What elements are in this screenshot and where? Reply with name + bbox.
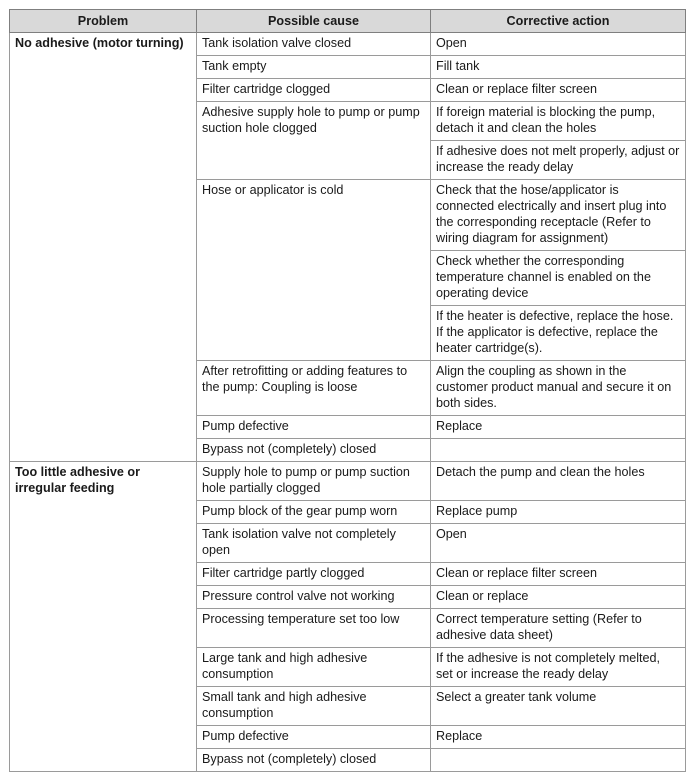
action-cell: If the adhesive is not completely melted, set or increase the ready delay — [431, 648, 686, 687]
cause-cell: Filter cartridge partly clogged — [197, 563, 431, 586]
action-cell: Correct temperature setting (Refer to adhesive data sheet) — [431, 609, 686, 648]
cause-cell: Bypass not (completely) closed — [197, 439, 431, 462]
action-cell: Detach the pump and clean the holes — [431, 462, 686, 501]
cause-cell: Tank isolation valve not completely open — [197, 524, 431, 563]
header-problem: Problem — [10, 10, 197, 33]
header-possible-cause: Possible cause — [197, 10, 431, 33]
cause-cell: Hose or applicator is cold — [197, 180, 431, 361]
cause-cell: Supply hole to pump or pump suction hole partially clogged — [197, 462, 431, 501]
cause-cell: Tank isolation valve closed — [197, 33, 431, 56]
cause-cell: Pump defective — [197, 726, 431, 749]
action-cell: Clean or replace filter screen — [431, 79, 686, 102]
action-cell: Check whether the corresponding temperature channel is enabled on the operating device — [431, 251, 686, 306]
cause-cell: Adhesive supply hole to pump or pump suction hole clogged — [197, 102, 431, 180]
cause-cell: Pump defective — [197, 416, 431, 439]
action-cell: Clean or replace — [431, 586, 686, 609]
action-cell: Replace — [431, 726, 686, 749]
cause-cell: Filter cartridge clogged — [197, 79, 431, 102]
action-cell: Open — [431, 33, 686, 56]
table-body — [10, 33, 686, 772]
action-cell: Check that the hose/applicator is connected electrically and insert plug into the corresponding receptacle (Refer to wiring diagram for assignment) — [431, 180, 686, 251]
table-row — [10, 462, 686, 501]
cause-cell: After retrofitting or adding features to the pump: Coupling is loose — [197, 361, 431, 416]
cause-cell: Tank empty — [197, 56, 431, 79]
action-cell — [431, 439, 686, 462]
action-cell: If adhesive does not melt properly, adjust or increase the ready delay — [431, 141, 686, 180]
table-row — [10, 33, 686, 56]
cause-cell: Small tank and high adhesive consumption — [197, 687, 431, 726]
action-cell: Select a greater tank volume — [431, 687, 686, 726]
cause-cell: Pump block of the gear pump worn — [197, 501, 431, 524]
problem-cell: No adhesive (motor turning) — [10, 33, 197, 462]
header-row — [10, 10, 686, 33]
cause-cell: Processing temperature set too low — [197, 609, 431, 648]
action-cell: Align the coupling as shown in the customer product manual and secure it on both sides. — [431, 361, 686, 416]
action-cell: If the heater is defective, replace the hose. If the applicator is defective, replace the heater cartridge(s). — [431, 306, 686, 361]
action-cell: Replace pump — [431, 501, 686, 524]
cause-cell: Pressure control valve not working — [197, 586, 431, 609]
action-cell: If foreign material is blocking the pump, detach it and clean the holes — [431, 102, 686, 141]
cause-cell: Bypass not (completely) closed — [197, 749, 431, 772]
action-cell: Open — [431, 524, 686, 563]
action-cell: Replace — [431, 416, 686, 439]
action-cell: Clean or replace filter screen — [431, 563, 686, 586]
header-corrective-action: Corrective action — [431, 10, 686, 33]
troubleshooting-table — [9, 9, 686, 772]
action-cell — [431, 749, 686, 772]
problem-cell: Too little adhesive or irregular feeding — [10, 462, 197, 772]
cause-cell: Large tank and high adhesive consumption — [197, 648, 431, 687]
action-cell: Fill tank — [431, 56, 686, 79]
